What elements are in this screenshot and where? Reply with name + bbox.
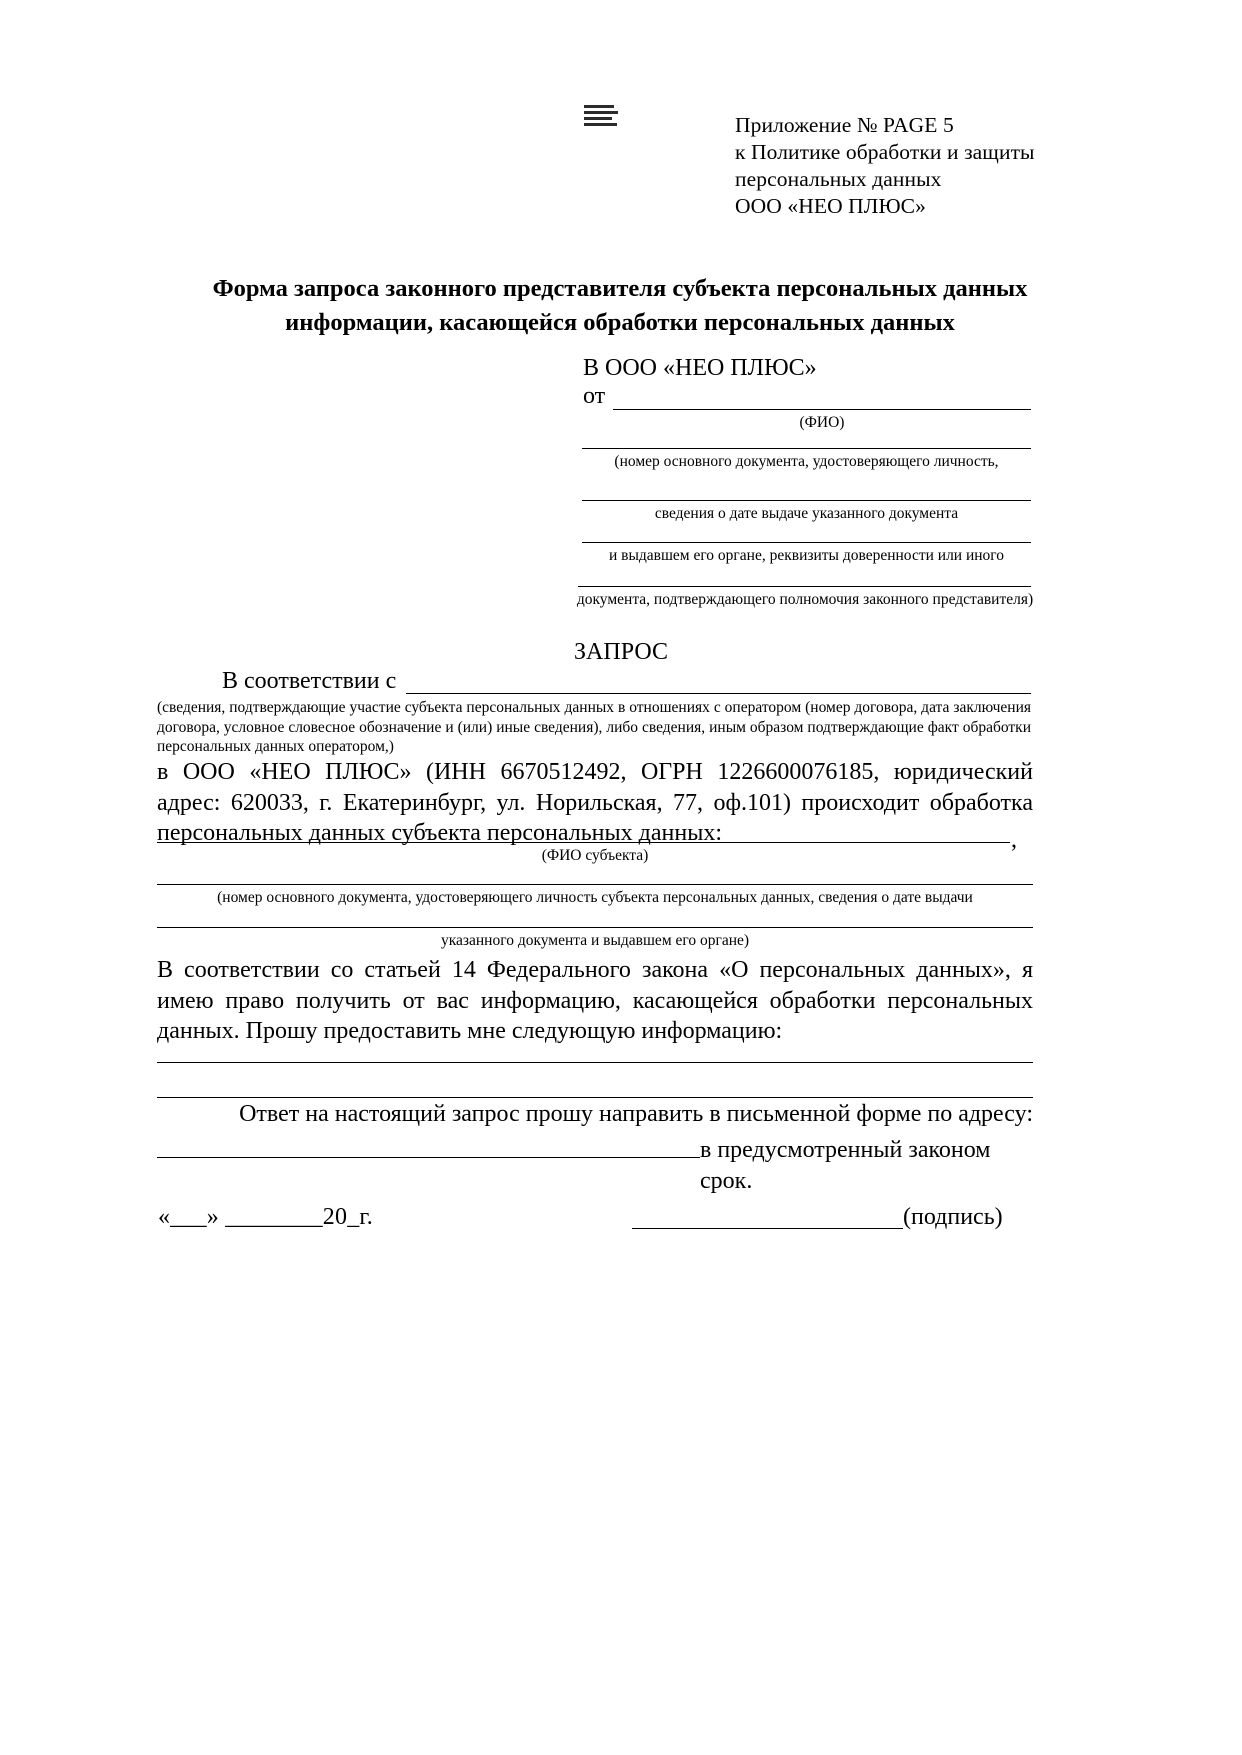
term-paragraph: в предусмотренный законом срок. <box>700 1137 991 1194</box>
page-title-line-1: Форма запроса законного представителя субъекта персональных данных <box>212 275 1028 302</box>
appendix-line-2: к Политике обработки и защиты <box>735 140 1035 164</box>
answer-blank-rule-1[interactable] <box>157 1062 1033 1063</box>
caption-doc-date: сведения о дате выдаче указанного документа <box>654 505 959 522</box>
accordance-note: (сведения, подтверждающие участие субъекта персональных данных в отношениях с оператором (номер договора, дата заключения договора, условное словесное обозначение и (или) иные сведения), либо сведения, иным образом подтверждающие факт обработки персональных данных оператором,) <box>157 699 1031 755</box>
from-label: от <box>583 383 606 409</box>
law-paragraph: В соответствии со статьей 14 Федерального закона «О персональных данных», я имею право получить от вас информацию, касающейся обработки персональных данных. Прошу предоставить мне следующую информацию: <box>157 957 1033 1044</box>
accordance-label: В соответствии с <box>222 668 397 694</box>
subject-fio-rule[interactable] <box>157 842 1010 843</box>
signature-label: (подпись) <box>903 1204 1003 1230</box>
doc-powers-rule[interactable] <box>578 586 1031 587</box>
appendix-line-1: Приложение № PAGE 5 <box>735 113 954 137</box>
addressee-text: В ООО «НЕО ПЛЮС» <box>583 355 817 381</box>
caption-subject-doc-1: (номер основного документа, удостоверяющего личность субъекта персональных данных, сведения о дате выдачи <box>217 889 973 906</box>
appendix-line-4: ООО «НЕО ПЛЮС» <box>735 194 926 218</box>
date-line[interactable]: «___» ________20_г. <box>158 1204 373 1230</box>
fio-rule[interactable] <box>613 409 1031 410</box>
subject-doc-rule-2[interactable] <box>157 927 1033 928</box>
caption-subject-fio: (ФИО субъекта) <box>541 847 649 864</box>
subject-comma: , <box>1011 827 1017 853</box>
caption-doc-organ: и выдавшем его органе, реквизиты доверенности или иного <box>608 547 1005 564</box>
address-rule[interactable] <box>157 1157 700 1158</box>
caption-doc-powers: документа, подтверждающего полномочия законного представителя) <box>576 591 1034 608</box>
header-mark-icon <box>584 103 624 131</box>
request-heading: ЗАПРОС <box>574 639 668 665</box>
page-title <box>150 272 1090 340</box>
doc-organ-rule[interactable] <box>582 542 1031 543</box>
accordance-rule[interactable] <box>406 693 1031 694</box>
operator-paragraph: в ООО «НЕО ПЛЮС» (ИНН 6670512492, ОГРН 1226600076185, юридический адрес: 620033, г. Екатеринбург, ул. Норильская, 77, оф.101) происходит обработка персональных данных субъекта персональных данных: <box>157 759 1033 846</box>
caption-subject-doc-2: указанного документа и выдавшем его органе) <box>440 932 750 949</box>
appendix-line-3: персональных данных <box>735 167 942 191</box>
caption-doc-number: (номер основного документа, удостоверяющего личность, <box>614 453 999 470</box>
appendix-block <box>735 112 1155 220</box>
signature-rule[interactable] <box>632 1228 903 1229</box>
answer-paragraph: Ответ на настоящий запрос прошу направить в письменной форме по адресу: <box>239 1101 1033 1127</box>
subject-doc-rule-1[interactable] <box>157 884 1033 885</box>
caption-fio: (ФИО) <box>799 414 845 431</box>
doc-number-rule[interactable] <box>582 448 1031 449</box>
doc-date-rule[interactable] <box>582 500 1031 501</box>
answer-blank-rule-2[interactable] <box>157 1097 1033 1098</box>
page-title-line-2: информации, касающейся обработки персональных данных <box>285 309 955 336</box>
